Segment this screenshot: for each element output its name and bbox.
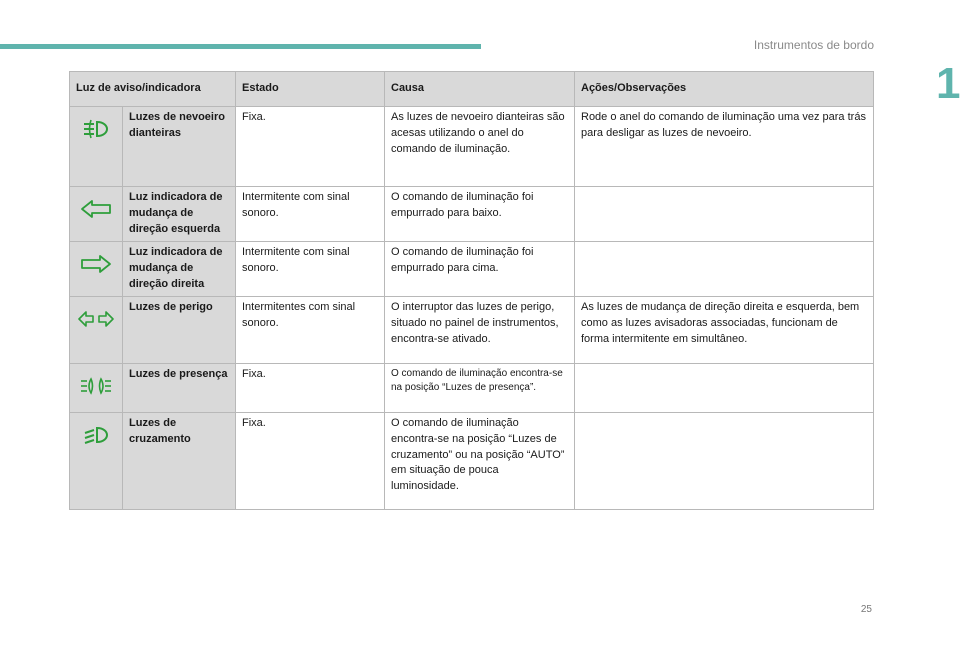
column-header-cause: Causa: [385, 72, 575, 107]
row-icon-cell: [70, 363, 123, 412]
light-action: [575, 412, 874, 509]
light-name: Luzes de presença: [123, 363, 236, 412]
light-action: [575, 241, 874, 296]
light-state: Intermitentes com sinal sonoro.: [236, 296, 385, 363]
light-name: Luzes de perigo: [123, 296, 236, 363]
light-state: Fixa.: [236, 412, 385, 509]
page-number: 25: [860, 604, 872, 615]
table-row: [70, 412, 874, 509]
right-turn-arrow-icon: [80, 254, 112, 274]
row-icon-cell: [70, 412, 123, 509]
chapter-number: 1: [936, 59, 960, 108]
table-row: [70, 107, 874, 187]
column-header-actions: Ações/Observações: [575, 72, 874, 107]
row-icon-cell: [70, 241, 123, 296]
light-state: Intermitente com sinal sonoro.: [236, 187, 385, 242]
row-icon-cell: [70, 107, 123, 187]
column-header-state: Estado: [236, 72, 385, 107]
row-icon-cell: [70, 296, 123, 363]
light-name: Luz indicadora de mudança de direção direita: [123, 241, 236, 296]
row-icon-cell: [70, 187, 123, 242]
left-turn-arrow-icon: [80, 199, 112, 219]
header-accent-bar: [0, 44, 481, 49]
light-cause: As luzes de nevoeiro dianteiras são acesas utilizando o anel do comando de iluminação.: [385, 107, 575, 187]
light-action: As luzes de mudança de direção direita e esquerda, bem como as luzes avisadoras associadas, funcionam de forma intermitente em simultâneo.: [575, 296, 874, 363]
light-cause: O interruptor das luzes de perigo, situado no painel de instrumentos, encontra-se ativado.: [385, 296, 575, 363]
light-cause: O comando de iluminação encontra-se na posição “Luzes de cruzamento” ou na posição “AUTO” em situação de pouca luminosidade.: [385, 412, 575, 509]
light-state: Intermitente com sinal sonoro.: [236, 241, 385, 296]
light-cause: O comando de iluminação foi empurrado para cima.: [385, 241, 575, 296]
table-header-row: [70, 72, 874, 107]
column-header-light: Luz de aviso/indicadora: [70, 72, 236, 107]
chapter-tab: [934, 59, 960, 108]
light-action: [575, 187, 874, 242]
light-cause: O comando de iluminação encontra-se na posição “Luzes de presença”.: [385, 363, 575, 412]
table-row: [70, 363, 874, 412]
light-cause: O comando de iluminação foi empurrado para baixo.: [385, 187, 575, 242]
table-row: [70, 187, 874, 242]
hazard-arrows-icon: [78, 309, 114, 329]
table-row: [70, 241, 874, 296]
light-name: Luz indicadora de mudança de direção esquerda: [123, 187, 236, 242]
light-action: [575, 363, 874, 412]
light-state: Fixa.: [236, 107, 385, 187]
light-action: Rode o anel do comando de iluminação uma vez para trás para desligar as luzes de nevoeiro.: [575, 107, 874, 187]
light-name: Luzes de cruzamento: [123, 412, 236, 509]
front-fog-lamp-icon: [81, 119, 111, 139]
warning-lights-table: [69, 71, 874, 510]
dipped-beam-icon: [81, 425, 111, 445]
light-name: Luzes de nevoeiro dianteiras: [123, 107, 236, 187]
section-title: Instrumentos de bordo: [753, 38, 874, 52]
side-lamps-icon: [79, 376, 113, 396]
light-state: Fixa.: [236, 363, 385, 412]
table-row: [70, 296, 874, 363]
